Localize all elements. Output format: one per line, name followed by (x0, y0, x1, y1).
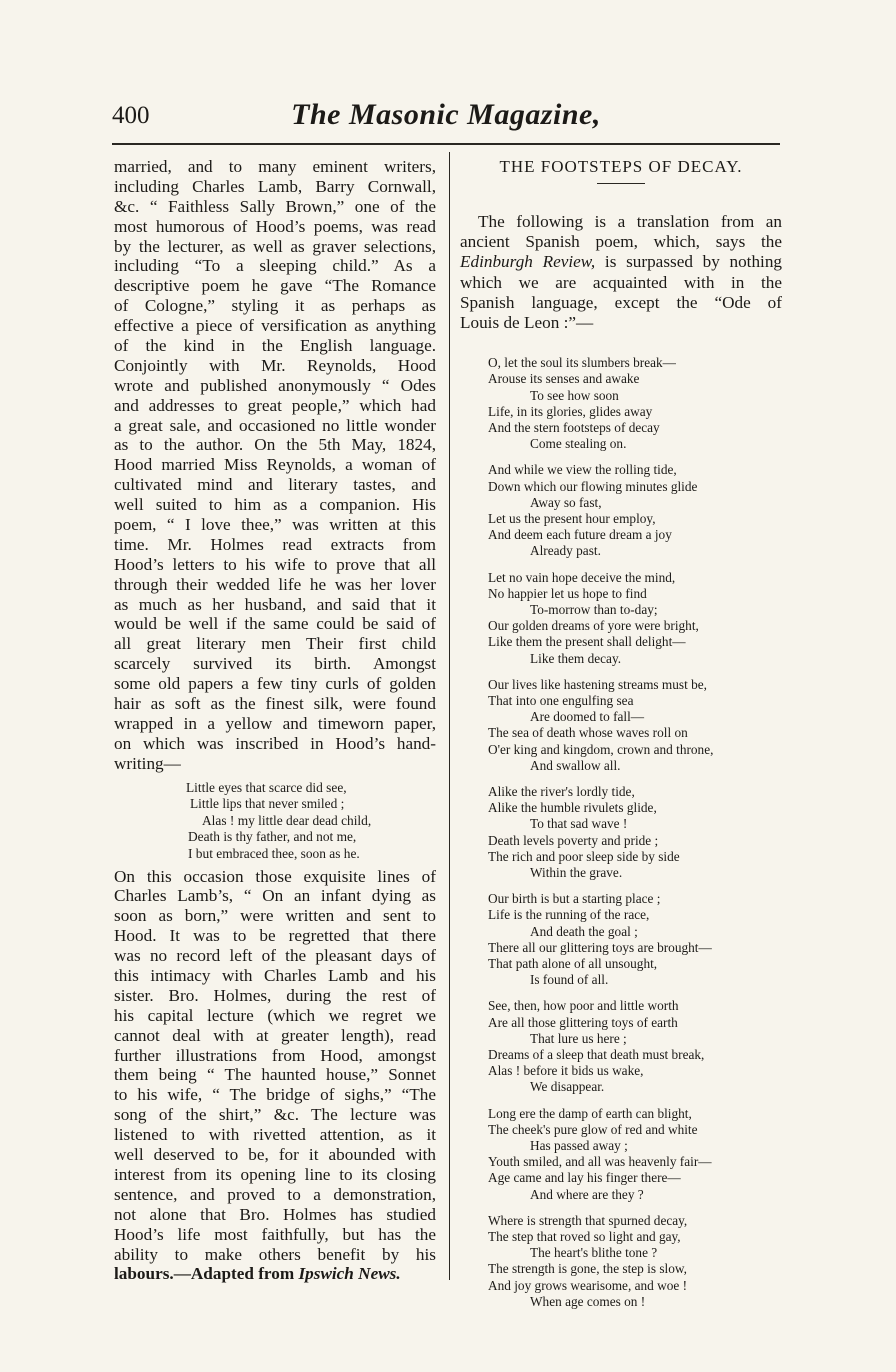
page-header (112, 96, 780, 140)
prose-line: further illustrations from Hood, amongst (114, 1045, 436, 1065)
inset-poem-line: Alas ! my little dear dead child, (202, 812, 372, 828)
poem-verse: There all our glittering toys are brought— (488, 939, 712, 955)
poem-verse: And swallow all. (530, 757, 621, 773)
column-divider (449, 152, 450, 1280)
prose-line: time. Mr. Holmes read extracts from (114, 534, 436, 554)
poem-verse: Age came and lay his finger there— (488, 1170, 681, 1186)
prose-line: &c. “ Faithless Sally Brown,” one of the (114, 196, 436, 216)
prose-line: through their wedded life he was her lover (114, 574, 436, 594)
poem-verse: When age comes on ! (530, 1293, 646, 1309)
closing-line (114, 1264, 436, 1284)
poem-verse: And deem each future dream a joy (488, 527, 672, 543)
prose-line: Conjointly with Mr. Reynolds, Hood (114, 355, 436, 375)
poem-verse: Let no vain hope deceive the mind, (488, 569, 676, 585)
poem-verse: And the stern footsteps of decay (488, 419, 660, 435)
poem-stanza (488, 998, 782, 1095)
prose-line: a great sale, and occasioned no little wonder (114, 415, 436, 435)
poem (488, 355, 782, 1310)
poem-verse: Dreams of a sleep that death must break, (488, 1047, 705, 1063)
poem-stanza (488, 891, 782, 988)
running-title: The Masonic Magazine, (291, 98, 601, 131)
prose-line: some old papers a few tiny curls of golden (114, 674, 436, 694)
poem-verse: To-morrow than to-day; (530, 601, 658, 617)
prose-line: song of the shirt,” &c. The lecture was (114, 1105, 436, 1125)
prose-line: as to the author. On the 5th May, 1824, (114, 435, 436, 455)
prose-line: sentence, and proved to a demonstration, (114, 1184, 436, 1204)
poem-verse: Is found of all. (530, 972, 609, 988)
prose-line: cultivated mind and literary tastes, and (114, 475, 436, 495)
poem-verse: Come stealing on. (530, 436, 627, 452)
article-title: THE FOOTSTEPS OF DECAY. (499, 157, 743, 176)
intro-line: Spanish language, except the “Ode of (460, 292, 782, 312)
prose-line: and addresses to great people,” which had (114, 395, 436, 415)
prose-line: of Cologne,” styling it as perhaps as (114, 296, 436, 316)
prose-line: descriptive poem he gave “The Romance (114, 276, 436, 296)
poem-verse: Life, in its glories, glides away (488, 403, 653, 419)
intro-line: Louis de Leon :”— (460, 312, 594, 332)
prose-line: poem, “ I love thee,” was written at this (114, 515, 436, 535)
poem-verse: Like them decay. (530, 650, 622, 666)
header-rule (112, 143, 780, 145)
prose-line: listened to with rivetted attention, as it (114, 1125, 436, 1145)
prose-line: by the lecturer, as well as graver selections, (114, 236, 436, 256)
prose-line: Hood’s letters to his wife to prove that all (114, 554, 436, 574)
poem-verse: Long ere the damp of earth can blight, (488, 1105, 692, 1121)
prose-line: cannot deal with at greater length), read (114, 1025, 436, 1045)
prose-line: Hood. It was to be regretted that there (114, 926, 436, 946)
poem-verse: Like them the present shall delight— (488, 634, 686, 650)
prose-line: including “To a sleeping child.” As a (114, 256, 436, 276)
article-prose-before (114, 157, 436, 774)
prose-line: his capital lecture (which we regret we (114, 1005, 436, 1025)
prose-line: sister. Bro. Holmes, during the rest of (114, 985, 436, 1005)
prose-line: ability to make others benefit by his (114, 1244, 436, 1264)
poem-stanza (488, 784, 782, 881)
poem-verse: Alike the humble rivulets glide, (488, 800, 657, 816)
prose-line: was no record left of the pleasant days of (114, 946, 436, 966)
poem-introduction (460, 212, 782, 333)
prose-line: them being “ The haunted house,” Sonnet (114, 1065, 436, 1085)
poem-verse: The strength is gone, the step is slow, (488, 1261, 687, 1277)
prose-line: scarcely survived its birth. Amongst (114, 654, 436, 674)
prose-line: this intimacy with Charles Lamb and his (114, 966, 436, 986)
prose-line: effective a piece of versification as anything (114, 316, 436, 336)
poem-verse: The step that roved so light and gay, (488, 1229, 681, 1245)
poem-stanza (488, 1213, 782, 1310)
prose-line: well deserved to be, for it abounded with (114, 1145, 436, 1165)
page-number: 400 (112, 102, 150, 129)
prose-line: well suited to him as a companion. His (114, 495, 436, 515)
poem-verse: That into one engulfing sea (488, 692, 634, 708)
prose-line: not alone that Bro. Holmes has studied (114, 1204, 436, 1224)
prose-line: wrote and published anonymously “ Odes (114, 375, 436, 395)
poem-verse: Are doomed to fall— (530, 709, 645, 725)
prose-line: married, and to many eminent writers, (114, 157, 436, 176)
publication-title: Edinburgh Review, (460, 252, 596, 272)
poem-verse: To see how soon (530, 387, 619, 403)
poem-verse: Our lives like hastening streams must be, (488, 676, 707, 692)
poem-verse: Away so fast, (530, 494, 602, 510)
poem-verse: The sea of death whose waves roll on (488, 725, 688, 741)
poem-stanza (488, 570, 782, 667)
prose-line: on which was inscribed in Hood’s hand- (114, 733, 436, 753)
poem-verse: Our golden dreams of yore were bright, (488, 618, 699, 634)
poem-verse: And where are they ? (530, 1186, 644, 1202)
poem-verse: Let us the present hour employ, (488, 510, 656, 526)
closing-source: Ipswich News. (298, 1264, 401, 1284)
prose-line: wrapped in a yellow and timeworn paper, (114, 713, 436, 733)
prose-line: soon as born,” were written and sent to (114, 906, 436, 926)
inset-poem-line: Little lips that never smiled ; (190, 796, 345, 812)
poem-verse: The heart's blithe tone ? (530, 1245, 658, 1261)
poem-verse: Death levels poverty and pride ; (488, 832, 659, 848)
poem-stanza (488, 1106, 782, 1203)
inset-poem-line: Little eyes that scarce did see, (186, 779, 347, 795)
prose-line: as much as her husband, and said that it (114, 594, 436, 614)
prose-line: including Charles Lamb, Barry Cornwall, (114, 176, 436, 196)
poem-verse: And joy grows wearisome, and woe ! (488, 1277, 688, 1293)
poem-verse: Youth smiled, and all was heavenly fair— (488, 1154, 712, 1170)
poem-stanza (488, 677, 782, 774)
poem-verse: Down which our flowing minutes glide (488, 478, 698, 494)
poem-verse: Life is the running of the race, (488, 907, 650, 923)
poem-verse: Are all those glittering toys of earth (488, 1014, 678, 1030)
poem-verse: Arouse its senses and awake (488, 371, 640, 387)
article-prose-after (114, 867, 436, 1265)
poem-stanza (488, 462, 782, 559)
prose-line: most humorous of Hood’s poems, was read (114, 216, 436, 236)
prose-line: Charles Lamb’s, “ On an infant dying as (114, 886, 436, 906)
intro-line: which we are acquainted with in the (460, 272, 782, 292)
poem-verse: O'er king and kingdom, crown and throne, (488, 741, 714, 757)
poem-verse: Where is strength that spurned decay, (488, 1212, 688, 1228)
prose-line: Hood’s life most faithfully, but has the (114, 1224, 436, 1244)
left-column (114, 157, 436, 1284)
poem-verse: We disappear. (530, 1079, 605, 1095)
poem-verse: Alas ! before it bids us wake, (488, 1063, 644, 1079)
poem-verse: To that sad wave ! (530, 816, 628, 832)
poem-verse: Within the grave. (530, 865, 623, 881)
poem-verse: See, then, how poor and little worth (488, 998, 679, 1014)
poem-verse: O, let the soul its slumbers break— (488, 355, 676, 371)
poem-verse: Alike the river's lordly tide, (488, 784, 635, 799)
poem-verse: The rich and poor sleep side by side (488, 848, 680, 864)
poem-verse: Has passed away ; (530, 1138, 628, 1154)
prose-line: On this occasion those exquisite lines of (114, 866, 436, 886)
prose-line: all great literary men Their first child (114, 634, 436, 654)
prose-line: would be well if the same could be said of (114, 614, 436, 634)
prose-line: interest from its opening line to its closing (114, 1164, 436, 1184)
poem-verse: And death the goal ; (530, 923, 638, 939)
poem-verse: Already past. (530, 543, 601, 559)
prose-line: hair as soft as the finest silk, were found (114, 694, 436, 714)
intro-line: The following is a translation from an (478, 212, 782, 231)
poem-verse: That path alone of all unsought, (488, 956, 658, 972)
inset-poem (186, 780, 436, 863)
prose-line: of the kind in the English language. (114, 336, 436, 356)
poem-stanza (488, 355, 782, 452)
poem-verse: That lure us here ; (530, 1030, 627, 1046)
inset-poem-line: I but embraced thee, soon as he. (188, 845, 360, 861)
poem-verse: Our birth is but a starting place ; (488, 891, 661, 907)
prose-line: to his wife, “ The bridge of sighs,” “The (114, 1085, 436, 1105)
prose-line: writing— (114, 753, 181, 773)
prose-line: Hood married Miss Reynolds, a woman of (114, 455, 436, 475)
poem-verse: And while we view the rolling tide, (488, 462, 677, 478)
poem-verse: No happier let us hope to find (488, 585, 647, 601)
right-column (460, 157, 782, 1320)
poem-verse: The cheek's pure glow of red and white (488, 1121, 698, 1137)
inset-poem-line: Death is thy father, and not me, (188, 829, 357, 845)
title-dash (597, 183, 645, 184)
closing-lead: labours.—Adapted from (114, 1264, 299, 1284)
intro-line: Edinburgh Review, is surpassed by nothing (460, 252, 783, 272)
intro-line: ancient Spanish poem, which, says the (460, 232, 782, 252)
